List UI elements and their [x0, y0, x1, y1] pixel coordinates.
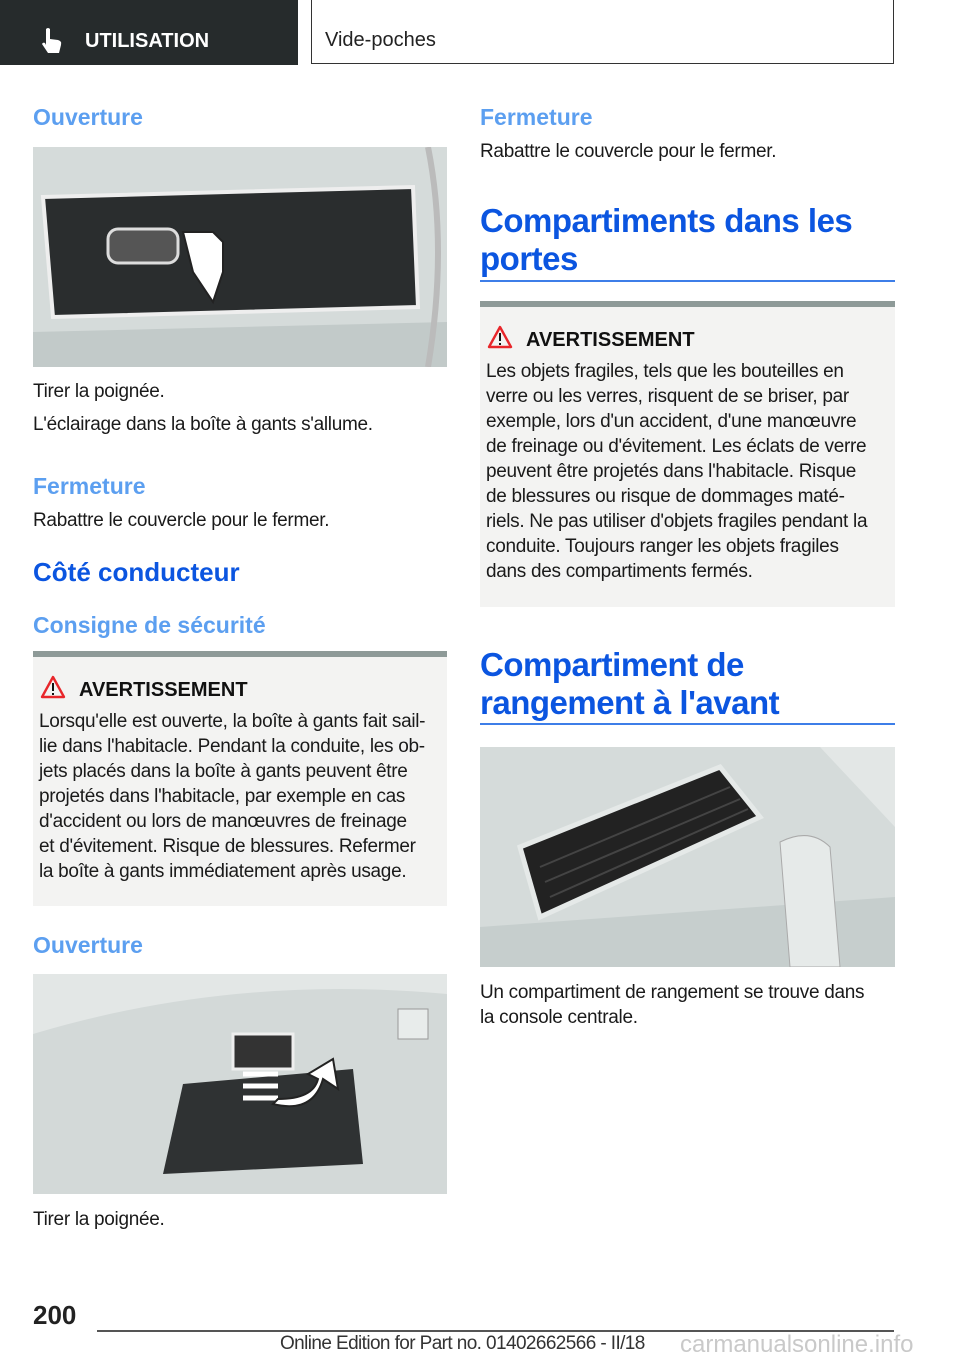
warning-line: de blessures ou risque de dommages maté- — [486, 486, 845, 507]
heading-rule — [480, 723, 895, 725]
warning-line: la boîte à gants immédiatement après usage. — [39, 861, 407, 882]
description-text — [480, 980, 864, 1030]
section-label: UTILISATION — [85, 30, 210, 52]
heading-compartiment-avant — [480, 646, 779, 722]
chapter-header — [311, 0, 894, 64]
subheading-ouverture: Ouverture — [33, 932, 143, 958]
subheading-fermeture: Fermeture — [33, 473, 146, 499]
warning-title: AVERTISSEMENT — [79, 679, 248, 701]
warning-line: de freinage ou d'évitement. Les éclats de verre — [486, 436, 867, 457]
heading-line: Compartiments dans les — [480, 202, 853, 239]
instruction-text: Rabattre le couvercle pour le fermer. — [480, 141, 777, 162]
warning-triangle-icon — [487, 325, 513, 354]
warning-line: peuvent être projetés dans l'habitacle. Risque — [486, 461, 857, 482]
warning-line: Les objets fragiles, tels que les bouteilles en — [486, 361, 844, 382]
warning-line: riels. Ne pas utiliser d'objets fragiles pendant la — [486, 511, 868, 532]
watermark: carmanualsonline.info — [680, 1331, 914, 1358]
warning-box — [480, 301, 895, 607]
warning-line: lie dans l'habitacle. Pendant la conduite, les ob- — [39, 736, 425, 757]
warning-line: d'accident ou lors de manœuvres de freinage — [39, 811, 407, 832]
heading-cote-conducteur: Côté conducteur — [33, 557, 240, 587]
warning-line: conduite. Toujours ranger les objets fragiles — [486, 536, 839, 557]
center-console-storage-photo — [480, 747, 895, 967]
warning-line: exemple, lors d'un accident, d'une manœuvre — [486, 411, 857, 432]
instruction-text: Rabattre le couvercle pour le fermer. — [33, 510, 330, 531]
glovebox-handle-photo — [33, 147, 447, 367]
edition-text: Online Edition for Part no. 01402662566 - II/18 — [280, 1333, 645, 1354]
heading-compartiments-portes — [480, 202, 852, 278]
instruction-text: Tirer la poignée. — [33, 1209, 165, 1230]
heading-line: Compartiment de — [480, 646, 744, 683]
warning-box — [33, 651, 447, 906]
instruction-text: L'éclairage dans la boîte à gants s'allume. — [33, 414, 373, 435]
warning-line: verre ou les verres, risquent de se briser, par — [486, 386, 849, 407]
warning-line: Lorsqu'elle est ouverte, la boîte à gants fait sail- — [39, 711, 426, 732]
heading-line: rangement à l'avant — [480, 684, 780, 721]
warning-line: jets placés dans la boîte à gants peuvent être — [39, 761, 408, 782]
warning-triangle-icon — [40, 675, 66, 704]
warning-title: AVERTISSEMENT — [526, 329, 695, 351]
instruction-text: Tirer la poignée. — [33, 381, 165, 402]
heading-line: portes — [480, 240, 578, 277]
hand-pointer-icon — [40, 27, 66, 60]
chapter-title: Vide-poches — [325, 29, 436, 51]
subheading-consigne: Consigne de sécurité — [33, 612, 266, 638]
subheading-ouverture: Ouverture — [33, 104, 143, 130]
section-tab[interactable] — [0, 0, 298, 65]
driver-compartment-handle-photo — [33, 974, 447, 1194]
text-line: Un compartiment de rangement se trouve dans — [480, 982, 865, 1003]
heading-rule — [480, 280, 895, 282]
warning-line: projetés dans l'habitacle, par exemple en cas — [39, 786, 406, 807]
warning-line: dans des compartiments fermés. — [486, 561, 753, 582]
subheading-fermeture: Fermeture — [480, 104, 593, 130]
warning-line: et d'évitement. Risque de blessures. Refermer — [39, 836, 416, 857]
text-line: la console centrale. — [480, 1007, 638, 1028]
page-number: 200 — [33, 1300, 77, 1330]
